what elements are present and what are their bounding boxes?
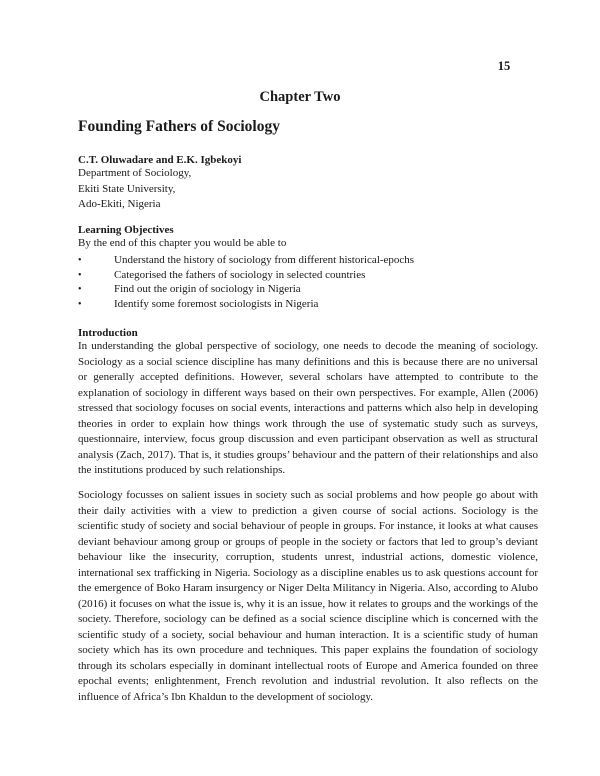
list-item xyxy=(78,268,538,283)
affiliation-line: Department of Sociology, xyxy=(78,167,192,179)
chapter-title: Founding Fathers of Sociology xyxy=(78,118,280,135)
page-number: 15 xyxy=(497,59,511,73)
list-item-text: Find out the origin of sociology in Nigeria xyxy=(114,283,301,295)
learning-objectives-list xyxy=(78,253,538,311)
list-item xyxy=(78,297,538,312)
learning-objectives-intro: By the end of this chapter you would be able to xyxy=(78,237,287,249)
bullet-icon: • xyxy=(78,255,82,266)
learning-objectives-heading: Learning Objectives xyxy=(78,224,174,236)
paragraph: Sociology focusses on salient issues in society such as social problems and how people go about with their daily activities with a view to prediction a given course of social actions. Sociology is the scientific study of society and social behaviour of people in groups. For instance, it looks at what causes deviant behaviour among group or groups of people in the society or factors that led to group’s deviant behaviour like the insecurity, corruption, students unrest, industrial actions, domestic violence, international sex trafficking in Nigeria. Sociology as a discipline enables us to ask questions account for the emergence of Boko Haram insurgency or Niger Delta Militancy in Nigeria. Also, according to Alubo (2016) it focuses on what the issue is, why it is an issue, how it relates to groups and the workings of the society. Therefore, sociology can be defined as a social science discipline which is concerned with the scientific study of a society, social behaviour and human interaction. It is a scientific study of human society which has its own procedure and techniques. This paper explains the foundation of sociology through its scholars especially in dominant intellectual roots of Europe and America founded on three epochal events; enlightenment, French revolution and industrial revolution. It also reflects on the influence of Africa’s Ibn Khaldun to the development of sociology. xyxy=(78,489,538,703)
list-item xyxy=(78,282,538,297)
list-item-text: Categorised the fathers of sociology in selected countries xyxy=(114,268,366,281)
affiliation-line: Ado-Ekiti, Nigeria xyxy=(78,198,161,210)
list-item-text: Understand the history of sociology from different historical-epochs xyxy=(114,254,415,266)
bullet-icon: • xyxy=(78,284,82,295)
affiliation-line: Ekiti State University, xyxy=(78,182,176,195)
bullet-icon: • xyxy=(78,298,82,310)
chapter-heading: Chapter Two xyxy=(259,89,341,105)
list-item xyxy=(78,253,538,268)
bullet-icon: • xyxy=(78,269,82,281)
affiliation xyxy=(78,166,538,213)
paragraph: In understanding the global perspective of sociology, one needs to decode the meaning of sociology. Sociology as a social science discipline has many definitions and this is because there are no universal or generally accepted definitions. However, several scholars have attempted to contribute to the explanation of sociology in different ways based on their own perspectives. For example, Allen (2006) stressed that sociology focuses on social events, interactions and patterns which also help in developing theories in order to explain how things work through the use of systematic study such as surveys, questionnaire, interview, focus group discussion and even participant observation as well as structural analysis (Zach, 2017). That is, it studies groups’ behaviour and the pattern of their relationships and also the institutions produced by such relationships. xyxy=(78,340,538,476)
introduction-heading: Introduction xyxy=(78,327,138,339)
list-item-text: Identify some foremost sociologists in Nigeria xyxy=(114,297,319,310)
authors: C.T. Oluwadare and E.K. Igbekoyi xyxy=(78,154,242,166)
